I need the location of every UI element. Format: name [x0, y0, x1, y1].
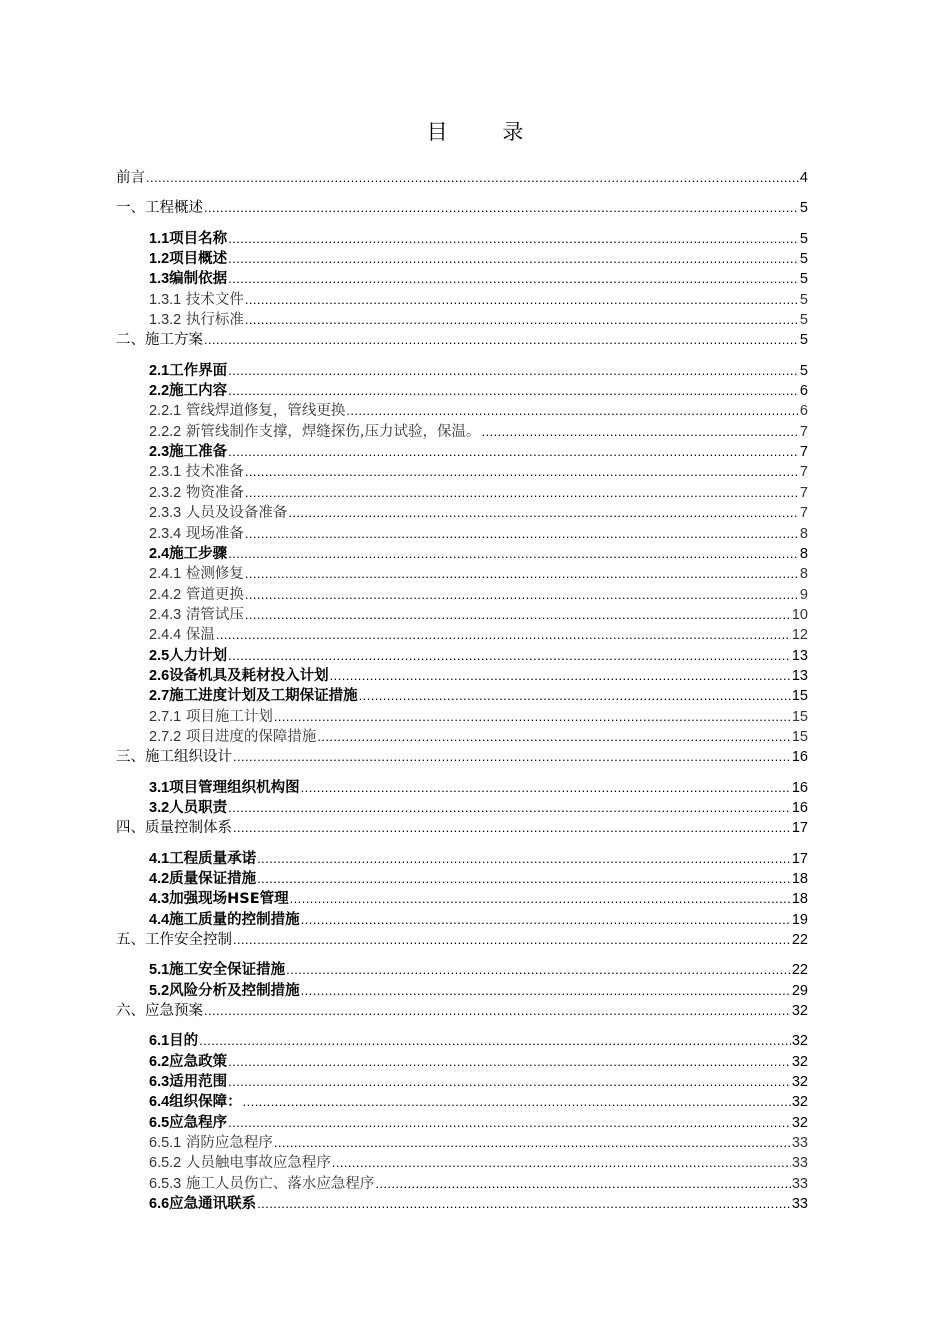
- toc-entry-title: [149, 727, 316, 747]
- toc-leader-dots: [228, 544, 799, 564]
- toc-entry-text: 五、工作安全控制: [116, 932, 232, 949]
- toc-leader-dots: [146, 168, 799, 188]
- toc-leader-dots: [228, 1113, 791, 1133]
- toc-entry-title: [149, 1031, 198, 1051]
- toc-leader-dots: [346, 401, 799, 421]
- toc-section-entry[interactable]: [116, 1174, 808, 1194]
- toc-section-entry[interactable]: [116, 503, 808, 523]
- toc-entry-number: 2.7: [149, 688, 170, 705]
- toc-entry-title: [149, 503, 287, 523]
- toc-entry-number: 1.2: [149, 251, 170, 268]
- toc-entry-title: [149, 646, 227, 666]
- toc-page-number: 7: [799, 464, 808, 481]
- toc-entry-title: [149, 524, 244, 544]
- toc-page-number: 10: [791, 606, 808, 623]
- toc-entry-title: [149, 960, 285, 980]
- toc-page-number: 19: [791, 911, 808, 928]
- toc-section-entry[interactable]: [116, 1133, 808, 1153]
- toc-entry-title: [149, 1153, 331, 1173]
- toc-entry-title: [116, 930, 232, 950]
- toc-entry-text: 新管线制作支撑，焊缝探伤,压力试验，保温。: [181, 423, 481, 440]
- toc-section-entry[interactable]: [116, 605, 808, 625]
- toc-entry-title: [149, 666, 329, 686]
- toc-section-entry[interactable]: [116, 524, 808, 544]
- toc-leader-dots: [228, 269, 799, 289]
- toc-page-number: 32: [791, 1003, 808, 1020]
- toc-leader-dots: [245, 310, 799, 330]
- toc-leader-dots: [301, 910, 791, 930]
- toc-section-entry[interactable]: [116, 798, 808, 818]
- toc-entry-text: 施工步骤: [169, 545, 228, 562]
- table-of-contents: [116, 168, 808, 1215]
- toc-page-number: 15: [791, 708, 808, 725]
- toc-entry-title: [149, 1113, 227, 1133]
- toc-entry-title: [149, 910, 300, 930]
- toc-entry-number: 5.2: [149, 982, 170, 999]
- toc-chapter-entry[interactable]: [116, 1001, 808, 1021]
- toc-entry-number: 6.3: [149, 1074, 170, 1091]
- toc-entry-text: 管线焊道修复，管线更换: [181, 403, 346, 420]
- toc-entry-number: 1.3: [149, 271, 170, 288]
- toc-entry-title: [149, 290, 244, 310]
- toc-entry-title: [149, 401, 345, 421]
- toc-entry-title: [149, 1133, 273, 1153]
- toc-page-number: 5: [799, 362, 808, 379]
- toc-entry-title: [149, 605, 244, 625]
- toc-page-number: 16: [791, 749, 808, 766]
- toc-page-number: 7: [799, 505, 808, 522]
- toc-entry-text: 人力计划: [169, 647, 228, 664]
- toc-entry-text: 风险分析及控制措施: [169, 982, 300, 999]
- toc-leader-dots: [375, 1174, 791, 1194]
- toc-entry-text: 编制依据: [169, 271, 228, 288]
- toc-page-number: 33: [791, 1135, 808, 1152]
- toc-entry-text: 适用范围: [169, 1074, 228, 1091]
- toc-spacer: [116, 950, 808, 960]
- toc-entry-number: 2.3.4: [149, 525, 182, 542]
- toc-entry-number: 6.5.1: [149, 1135, 182, 1152]
- toc-entry-text: 项目名称: [169, 230, 228, 247]
- toc-entry-text: 施工质量的控制措施: [169, 911, 300, 928]
- toc-section-entry[interactable]: [116, 910, 808, 930]
- toc-entry-text: 质量保证措施: [169, 871, 257, 887]
- toc-section-entry[interactable]: [116, 778, 808, 798]
- toc-entry-number: 2.4: [149, 545, 170, 562]
- toc-section-entry[interactable]: [116, 290, 808, 310]
- toc-entry-title: [116, 818, 232, 838]
- toc-entry-text: 消防应急程序: [181, 1135, 273, 1152]
- toc-leader-dots: [245, 483, 799, 503]
- toc-entry-text: 应急通讯联系: [169, 1196, 257, 1213]
- toc-entry-title: [149, 442, 227, 462]
- toc-section-entry[interactable]: [116, 889, 808, 909]
- toc-entry-number: 4.4: [149, 911, 170, 928]
- toc-page-number: 16: [791, 799, 808, 816]
- toc-entry-number: 6.1: [149, 1033, 170, 1050]
- toc-section-entry[interactable]: [116, 229, 808, 249]
- toc-page-number: 6: [799, 403, 808, 420]
- toc-entry-text: 项目进度的保障措施: [181, 728, 317, 745]
- toc-entry-title: [116, 330, 203, 350]
- toc-page-number: 16: [791, 779, 808, 796]
- toc-leader-dots: [332, 1153, 791, 1173]
- toc-entry-text: 保温: [181, 627, 215, 644]
- toc-leader-dots: [288, 503, 799, 523]
- toc-chapter-entry[interactable]: [116, 168, 808, 188]
- toc-entry-text: 项目施工计划: [181, 708, 273, 725]
- toc-section-entry[interactable]: [116, 1031, 808, 1051]
- toc-spacer: [116, 1021, 808, 1031]
- toc-entry-text: 应急政策: [169, 1053, 228, 1070]
- toc-page-number: 4: [799, 170, 808, 186]
- toc-entry-text: 检测修复: [181, 566, 244, 583]
- toc-spacer: [116, 768, 808, 778]
- toc-section-entry[interactable]: [116, 869, 808, 889]
- toc-page-number: 7: [799, 444, 808, 461]
- toc-entry-title: [149, 361, 227, 381]
- toc-section-entry[interactable]: [116, 1113, 808, 1133]
- toc-entry-title: [116, 168, 145, 188]
- toc-leader-dots: [204, 330, 799, 350]
- toc-entry-number: 3.1: [149, 779, 170, 796]
- toc-leader-dots: [233, 818, 791, 838]
- toc-leader-dots: [245, 585, 799, 605]
- toc-entry-text: 加强现场HSE管理: [169, 891, 289, 908]
- toc-entry-number: 2.5: [149, 647, 170, 664]
- toc-entry-title: [149, 1092, 242, 1112]
- toc-page-number: 33: [791, 1196, 808, 1213]
- toc-entry-number: 4.3: [149, 891, 170, 908]
- toc-entry-text: 施工人员伤亡、落水应急程序: [181, 1175, 375, 1192]
- toc-entry-number: 6.5: [149, 1114, 170, 1131]
- toc-section-entry[interactable]: [116, 483, 808, 503]
- toc-spacer: [116, 839, 808, 849]
- toc-entry-number: 2.4.4: [149, 627, 182, 644]
- toc-entry-text: 三、施工组织设计: [116, 749, 232, 766]
- toc-entry-title: [149, 249, 227, 269]
- toc-entry-number: 2.3.3: [149, 505, 182, 522]
- toc-page-number: 6: [799, 383, 808, 400]
- toc-entry-text: 六、应急预案: [116, 1003, 203, 1020]
- toc-section-entry[interactable]: [116, 544, 808, 564]
- toc-section-entry[interactable]: [116, 1194, 808, 1214]
- toc-section-entry[interactable]: [116, 564, 808, 584]
- toc-entry-number: 2.3.2: [149, 484, 182, 501]
- toc-leader-dots: [301, 981, 791, 1001]
- toc-entry-number: 6.5.3: [149, 1175, 182, 1192]
- toc-entry-title: [149, 1052, 227, 1072]
- toc-leader-dots: [245, 290, 799, 310]
- toc-page-number: 18: [791, 871, 808, 887]
- toc-entry-title: [149, 564, 244, 584]
- toc-page-number: 5: [799, 271, 808, 288]
- toc-entry-number: 2.6: [149, 667, 170, 684]
- toc-entry-number: 2.2: [149, 383, 170, 400]
- toc-page-number: 33: [791, 1155, 808, 1172]
- toc-section-entry[interactable]: [116, 361, 808, 381]
- toc-page-number: 13: [791, 667, 808, 684]
- toc-section-entry[interactable]: [116, 442, 808, 462]
- toc-entry-number: 2.2.2: [149, 423, 182, 440]
- toc-entry-text: 人员触电事故应急程序: [181, 1155, 331, 1172]
- toc-page-number: 8: [799, 545, 808, 562]
- toc-entry-number: 2.4.1: [149, 566, 182, 583]
- toc-leader-dots: [228, 798, 791, 818]
- toc-section-entry[interactable]: [116, 1153, 808, 1173]
- toc-section-entry[interactable]: [116, 1072, 808, 1092]
- toc-entry-title: [149, 686, 358, 706]
- toc-page-number: 33: [791, 1175, 808, 1192]
- toc-entry-title: [149, 869, 256, 889]
- toc-leader-dots: [257, 1194, 791, 1214]
- toc-leader-dots: [243, 1092, 791, 1112]
- toc-page-number: 32: [791, 1033, 808, 1050]
- toc-entry-number: 4.2: [149, 871, 170, 887]
- toc-section-entry[interactable]: [116, 401, 808, 421]
- toc-entry-number: 6.5.2: [149, 1155, 182, 1172]
- toc-leader-dots: [228, 361, 799, 381]
- toc-entry-text: 技术准备: [181, 464, 244, 481]
- toc-section-entry[interactable]: [116, 707, 808, 727]
- toc-leader-dots: [228, 249, 799, 269]
- toc-leader-dots: [228, 1052, 791, 1072]
- toc-page-number: 15: [791, 728, 808, 745]
- toc-entry-title: [149, 1194, 256, 1214]
- toc-entry-number: 2.4.2: [149, 586, 182, 603]
- toc-leader-dots: [274, 1133, 791, 1153]
- toc-entry-text: 现场准备: [181, 525, 244, 542]
- toc-page-number: 5: [799, 200, 808, 217]
- toc-section-entry[interactable]: [116, 727, 808, 747]
- toc-leader-dots: [481, 422, 798, 442]
- toc-section-entry[interactable]: [116, 849, 808, 869]
- toc-spacer: [116, 188, 808, 198]
- toc-entry-text: 一、工程概述: [116, 200, 203, 217]
- toc-entry-title: [149, 625, 215, 645]
- toc-entry-text: 组织保障：: [169, 1094, 242, 1111]
- toc-entry-title: [149, 1174, 374, 1194]
- toc-entry-title: [116, 747, 232, 767]
- toc-page-number: 5: [799, 230, 808, 247]
- toc-section-entry[interactable]: [116, 381, 808, 401]
- toc-entry-number: 2.2.1: [149, 403, 182, 420]
- toc-page-number: 9: [799, 586, 808, 603]
- toc-leader-dots: [199, 1031, 791, 1051]
- toc-entry-title: [149, 889, 289, 909]
- toc-entry-text: 管道更换: [181, 586, 244, 603]
- toc-leader-dots: [274, 707, 791, 727]
- toc-leader-dots: [233, 930, 791, 950]
- toc-leader-dots: [257, 869, 791, 889]
- toc-section-entry[interactable]: [116, 585, 808, 605]
- toc-section-entry[interactable]: [116, 960, 808, 980]
- toc-leader-dots: [245, 524, 799, 544]
- toc-entry-text: 前言: [116, 170, 145, 186]
- toc-leader-dots: [228, 646, 791, 666]
- toc-leader-dots: [286, 960, 791, 980]
- toc-section-entry[interactable]: [116, 666, 808, 686]
- toc-page-number: 5: [799, 291, 808, 308]
- toc-entry-title: [116, 198, 203, 218]
- toc-page-number: 15: [791, 688, 808, 705]
- toc-page-number: 8: [799, 525, 808, 542]
- toc-entry-title: [149, 229, 227, 249]
- toc-entry-number: 2.4.3: [149, 606, 182, 623]
- toc-page-number: 7: [799, 484, 808, 501]
- toc-leader-dots: [204, 1001, 791, 1021]
- toc-leader-dots: [245, 564, 799, 584]
- toc-entry-text: 执行标准: [181, 312, 244, 329]
- toc-entry-number: 5.1: [149, 962, 170, 979]
- toc-entry-title: [149, 798, 227, 818]
- toc-entry-title: [149, 707, 273, 727]
- toc-chapter-entry[interactable]: [116, 330, 808, 350]
- toc-entry-title: [149, 778, 300, 798]
- toc-leader-dots: [204, 198, 799, 218]
- toc-leader-dots: [330, 666, 791, 686]
- toc-title: 目 录: [426, 120, 548, 144]
- toc-entry-number: 1.1: [149, 230, 170, 247]
- toc-leader-dots: [317, 727, 791, 747]
- toc-entry-text: 技术文件: [181, 291, 244, 308]
- toc-entry-title: [149, 269, 227, 289]
- toc-leader-dots: [359, 686, 791, 706]
- toc-leader-dots: [228, 229, 799, 249]
- toc-entry-text: 应急程序: [169, 1114, 228, 1131]
- toc-chapter-entry[interactable]: [116, 747, 808, 767]
- toc-page-number: 12: [791, 627, 808, 644]
- toc-leader-dots: [228, 1072, 791, 1092]
- toc-section-entry[interactable]: [116, 646, 808, 666]
- toc-entry-title: [149, 544, 227, 564]
- toc-entry-text: 设备机具及耗材投入计划: [169, 667, 329, 684]
- toc-leader-dots: [233, 747, 791, 767]
- toc-section-entry[interactable]: [116, 462, 808, 482]
- toc-entry-text: 项目管理组织机构图: [169, 779, 300, 796]
- toc-entry-number: 4.1: [149, 850, 170, 867]
- toc-page-number: 29: [791, 982, 808, 999]
- toc-section-entry[interactable]: [116, 422, 808, 442]
- toc-leader-dots: [290, 889, 791, 909]
- toc-chapter-entry[interactable]: [116, 198, 808, 218]
- toc-leader-dots: [216, 625, 791, 645]
- toc-section-entry[interactable]: [116, 249, 808, 269]
- toc-entry-text: 施工内容: [169, 383, 228, 400]
- toc-section-entry[interactable]: [116, 686, 808, 706]
- toc-leader-dots: [245, 605, 791, 625]
- toc-entry-title: [149, 981, 300, 1001]
- toc-leader-dots: [245, 462, 799, 482]
- toc-entry-title: [149, 422, 480, 442]
- toc-entry-title: [149, 849, 256, 869]
- toc-spacer: [116, 351, 808, 361]
- toc-entry-text: 施工安全保证措施: [169, 962, 286, 979]
- toc-page-number: 7: [799, 423, 808, 440]
- toc-entry-text: 清管试压: [181, 606, 244, 623]
- toc-entry-number: 2.3.1: [149, 464, 182, 481]
- toc-entry-title: [149, 483, 244, 503]
- toc-entry-number: 6.6: [149, 1196, 170, 1213]
- toc-entry-number: 1.3.1: [149, 291, 182, 308]
- toc-leader-dots: [257, 849, 791, 869]
- toc-entry-text: 施工准备: [169, 444, 228, 461]
- toc-entry-title: [149, 462, 244, 482]
- toc-entry-number: 6.2: [149, 1053, 170, 1070]
- toc-entry-title: [149, 1072, 227, 1092]
- toc-entry-number: 2.1: [149, 362, 170, 379]
- toc-entry-title: [116, 1001, 203, 1021]
- toc-page-number: 5: [799, 332, 808, 349]
- toc-spacer: [116, 219, 808, 229]
- toc-entry-number: 2.3: [149, 444, 170, 461]
- toc-entry-text: 人员职责: [169, 799, 228, 816]
- toc-section-entry[interactable]: [116, 981, 808, 1001]
- toc-section-entry[interactable]: [116, 1092, 808, 1112]
- toc-entry-number: 2.7.2: [149, 728, 182, 745]
- toc-page-number: 18: [791, 891, 808, 908]
- toc-page-number: 32: [791, 1114, 808, 1131]
- toc-entry-text: 四、质量控制体系: [116, 820, 232, 837]
- toc-page-number: 32: [791, 1053, 808, 1070]
- toc-leader-dots: [301, 778, 791, 798]
- toc-page-number: 22: [791, 932, 808, 949]
- toc-entry-text: 物资准备: [181, 484, 244, 501]
- toc-page-number: 17: [791, 820, 808, 837]
- toc-page-number: 32: [791, 1074, 808, 1091]
- toc-section-entry[interactable]: [116, 1052, 808, 1072]
- toc-section-entry[interactable]: [116, 625, 808, 645]
- toc-page-number: 17: [791, 850, 808, 867]
- toc-entry-title: [149, 585, 244, 605]
- toc-chapter-entry[interactable]: [116, 930, 808, 950]
- toc-entry-title: [149, 381, 227, 401]
- toc-leader-dots: [228, 381, 799, 401]
- toc-section-entry[interactable]: [116, 310, 808, 330]
- toc-entry-text: 工作界面: [169, 362, 228, 379]
- toc-entry-number: 6.4: [149, 1094, 170, 1111]
- toc-section-entry[interactable]: [116, 269, 808, 289]
- toc-entry-title: [149, 310, 244, 330]
- toc-chapter-entry[interactable]: [116, 818, 808, 838]
- toc-entry-text: 施工进度计划及工期保证措施: [169, 688, 358, 705]
- toc-entry-text: 人员及设备准备: [181, 505, 288, 522]
- toc-leader-dots: [228, 442, 799, 462]
- toc-page-number: 22: [791, 962, 808, 979]
- toc-entry-text: 项目概述: [169, 251, 228, 268]
- toc-page-number: 8: [799, 566, 808, 583]
- toc-page-number: 13: [791, 647, 808, 664]
- toc-entry-text: 目的: [169, 1033, 199, 1050]
- toc-entry-text: 二、施工方案: [116, 332, 203, 349]
- toc-entry-number: 1.3.2: [149, 312, 182, 329]
- toc-page-number: 32: [791, 1094, 808, 1111]
- toc-page-number: 5: [799, 312, 808, 329]
- toc-entry-number: 3.2: [149, 799, 170, 816]
- toc-page-number: 5: [799, 251, 808, 268]
- toc-entry-text: 工程质量承诺: [169, 850, 257, 867]
- toc-entry-number: 2.7.1: [149, 708, 182, 725]
